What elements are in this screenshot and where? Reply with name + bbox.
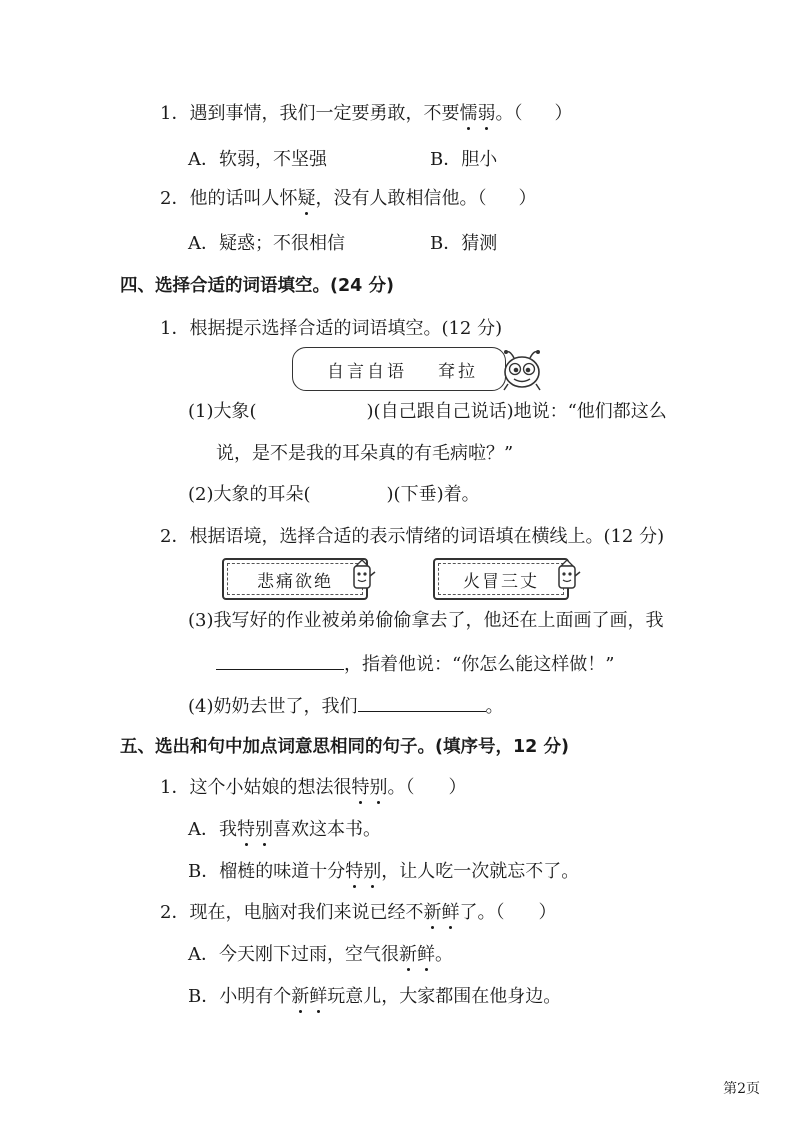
dotted-char: 特 [345,859,363,885]
word-option: 悲痛欲绝 [227,563,363,595]
answer-blank[interactable] [358,693,486,712]
answer-blank[interactable] [216,651,344,670]
option-b: B．小明有个新鲜玩意儿，大家都围在他身边。 [188,984,561,1010]
sentence-3b: ，指着他说：“你怎么能这样做！” [216,651,614,678]
dotted-char: 别 [363,859,381,885]
section-4-title: 四、选择合适的词语填空。(24 分) [120,276,394,296]
dotted-char: 鲜 [441,900,459,926]
option-b: B．胆小 [430,149,498,170]
section-4-part2-title: 2．根据语境，选择合适的表示情绪的词语填在横线上。(12 分) [160,526,665,547]
word-option: 耷拉 [438,362,478,382]
sentence-3a: (3)我写好的作业被弟弟偷偷拿去了，他还在上面画了画，我 [188,610,664,631]
pencil-mascot-icon [553,560,581,596]
word-option: 火冒三丈 [438,563,564,595]
dotted-char: 疑 [297,186,315,212]
bug-mascot-icon [500,348,546,394]
dotted-char: 新 [291,984,309,1010]
section-4-part1-title: 1．根据提示选择合适的词语填空。(12 分) [160,318,503,339]
dotted-char: 鲜 [309,984,327,1010]
question-3-1: 1．遇到事情，我们一定要勇敢，不要懦弱。（ ） [160,101,572,127]
question-3-2: 2．他的话叫人怀疑，没有人敢相信他。（ ） [160,186,536,212]
option-a: A．软弱，不坚强 [188,149,327,170]
question-5-2: 2．现在，电脑对我们来说已经不新鲜了。（ ） [160,900,556,926]
page-number: 第2页 [723,1081,760,1097]
option-b: B．榴梿的味道十分特别，让人吃一次就忘不了。 [188,859,579,885]
sentence-4: (4)奶奶去世了，我们 。 [188,693,504,720]
sentence-1b: 说，是不是我的耳朵真的有毛病啦？” [216,443,514,464]
dotted-char: 别 [255,817,273,843]
dotted-char: 特 [351,775,369,801]
section-5-title: 五、选出和句中加点词意思相同的句子。(填序号，12 分) [120,737,569,757]
option-a: A．疑惑；不很相信 [188,233,345,254]
pencil-mascot-icon [348,560,376,596]
word-frame-2 [433,558,569,600]
option-a: A．今天刚下过雨，空气很新鲜。 [188,942,453,968]
word-option: 自言自语 [327,362,407,382]
dotted-char: 鲜 [417,942,435,968]
word-frame-1 [222,558,368,600]
sentence-2: (2)大象的耳朵( )(下垂)着。 [188,484,480,505]
dotted-char: 新 [423,900,441,926]
option-a: A．我特别喜欢这本书。 [188,817,381,843]
sentence-1a: (1)大象( )(自己跟自己说话)地说：“他们都这么 [188,401,667,422]
dotted-char: 懦 [459,101,477,127]
option-b: B．猜测 [430,233,498,254]
dotted-char: 新 [399,942,417,968]
dotted-char: 弱 [477,101,495,127]
question-5-1: 1．这个小姑娘的想法很特别。（ ） [160,775,466,801]
dotted-char: 别 [369,775,387,801]
dotted-char: 特 [237,817,255,843]
